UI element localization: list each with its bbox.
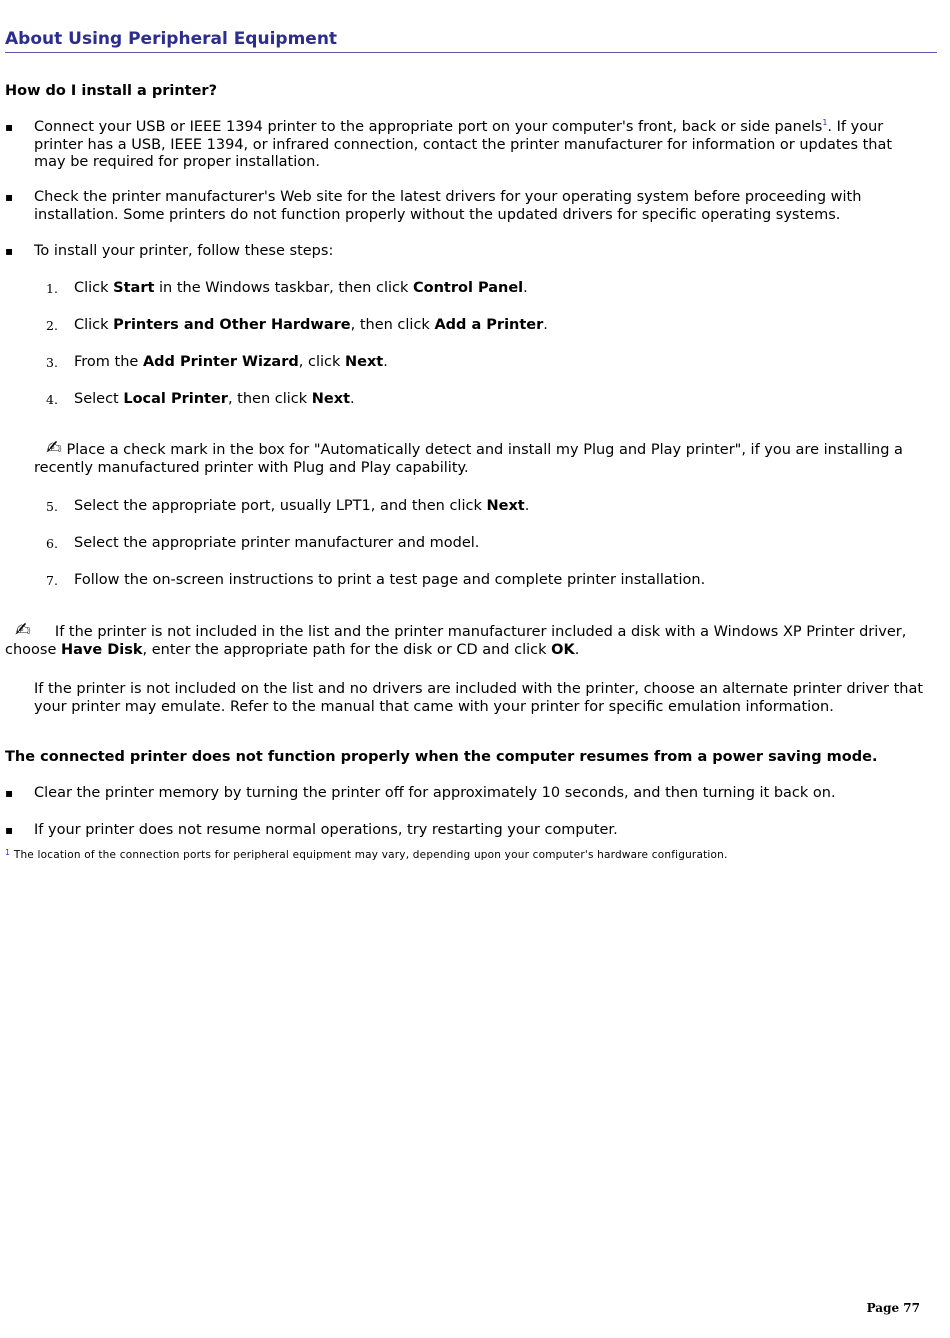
page-number: Page 77 (866, 1301, 920, 1315)
note-pencil-icon: ✍ (15, 619, 31, 641)
bullet-check-drivers: Check the printer manufacturer's Web site for the latest drivers for your operating system before proceeding with installation. Some printers do not function properly without the updated drivers for specific operating systems. (34, 189, 862, 223)
step-3: From the Add Printer Wizard, click Next. (74, 354, 388, 370)
bullet-icon: ▪ (5, 786, 14, 800)
step-number: 1. (46, 281, 58, 296)
bullet-install-steps: To install your printer, follow these steps: (34, 243, 334, 259)
bullet-text: . If your printer has a USB, IEEE 1394, or infrared connection, contact the printer manufacturer for information or updates that may be required for proper installation. (34, 119, 893, 170)
step-number: 5. (46, 499, 58, 514)
bullet-icon: ▪ (5, 190, 14, 204)
bullet-clear-memory: Clear the printer memory by turning the printer off for approximately 10 seconds, and then turning it back on. (34, 785, 836, 801)
note-pencil-icon: ✍ (46, 437, 62, 459)
step-7: Follow the on-screen instructions to print a test page and complete printer installation. (74, 572, 706, 588)
step-6: Select the appropriate printer manufacturer and model. (74, 535, 480, 551)
page-title: About Using Peripheral Equipment (5, 28, 937, 53)
step-number: 2. (46, 318, 58, 333)
section-heading-power-saving: The connected printer does not function properly when the computer resumes from a power saving mode. (5, 749, 878, 765)
bullet-restart-computer: If your printer does not resume normal operations, try restarting your computer. (34, 822, 618, 838)
footnote: $^1$ The location of the connection ports for peripheral equipment may vary, depending upon your computer's hardware configuration. (5, 848, 728, 861)
note-plug-and-play: ✍ Place a check mark in the box for "Automatically detect and install my Plug and Play printer", if you are installing a recently manufactured printer with Plug and Play capability. (34, 437, 903, 476)
step-2: Click Printers and Other Hardware, then click Add a Printer. (74, 317, 548, 333)
bullet-icon: ▪ (5, 244, 14, 258)
bullet-connect-printer (34, 119, 924, 172)
footnote-marker: 1 (5, 848, 11, 857)
step-5: Select the appropriate port, usually LPT1, and then click Next. (74, 498, 530, 514)
bullet-icon: ▪ (5, 120, 14, 134)
note-have-disk: ✍ If the printer is not included in the list and the printer manufacturer included a disk with a Windows XP Printer driver, choose Have Disk, enter the appropriate path for the disk or CD and click OK. (5, 619, 907, 658)
section-heading-install-printer: How do I install a printer? (5, 83, 217, 99)
bullet-text: Connect your USB or IEEE 1394 printer to the appropriate port on your computer's front, back or side panels (34, 119, 823, 135)
step-number: 6. (46, 536, 58, 551)
step-1: Click Start in the Windows taskbar, then click Control Panel. (74, 280, 528, 296)
footnote-ref-link[interactable]: 1 (822, 118, 828, 128)
note-alternate-driver: If the printer is not included on the list and no drivers are included with the printer, choose an alternate printer driver that your printer may emulate. Refer to the manual that came with your printer for specific emulation information. (34, 681, 924, 715)
bullet-icon: ▪ (5, 823, 14, 837)
step-number: 3. (46, 355, 58, 370)
step-number: 4. (46, 392, 58, 407)
step-4: Select Local Printer, then click Next. (74, 391, 355, 407)
step-number: 7. (46, 573, 58, 588)
